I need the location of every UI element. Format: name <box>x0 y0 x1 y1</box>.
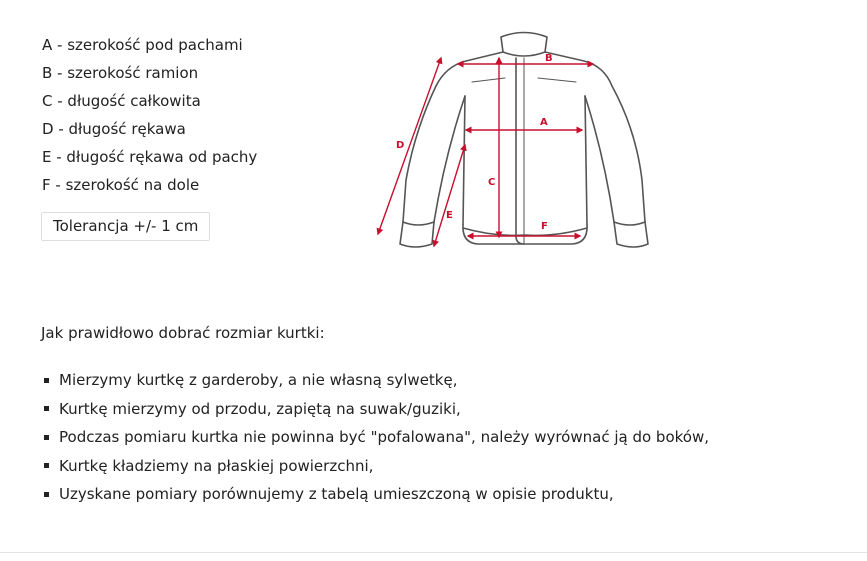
measurement-legend <box>42 31 257 199</box>
tips-list <box>44 366 709 509</box>
list-item <box>44 480 709 509</box>
label-b: B <box>545 53 553 64</box>
list-item <box>44 395 709 424</box>
list-item <box>44 366 709 395</box>
bullet-icon <box>44 463 49 468</box>
divider <box>0 552 867 553</box>
tip-text: Podczas pomiaru kurtka nie powinna być "pofalowana", należy wyrównać ją do boków, <box>59 428 709 446</box>
howto-title: Jak prawidłowo dobrać rozmiar kurtki: <box>41 324 325 342</box>
measure-line-d <box>378 58 441 234</box>
jacket-measurement-icon <box>370 24 660 254</box>
tip-text: Kurtkę mierzymy od przodu, zapiętą na suwak/guziki, <box>59 399 461 418</box>
tip-text: Mierzymy kurtkę z garderoby, a nie własną sylwetkę, <box>59 371 458 389</box>
tip-text: Kurtkę kładziemy na płaskiej powierzchni, <box>59 456 374 475</box>
label-f: F <box>541 221 548 232</box>
list-item <box>44 423 709 452</box>
bullet-icon <box>44 492 49 497</box>
legend-item-a: A - szerokość pod pachami <box>42 36 243 54</box>
label-e: E <box>446 210 453 221</box>
label-a: A <box>540 117 548 128</box>
bullet-icon <box>44 378 49 383</box>
legend-item-d: D - długość rękawa <box>42 120 186 138</box>
legend-item-b: B - szerokość ramion <box>42 64 199 82</box>
label-c: C <box>488 177 496 188</box>
measurement-lines <box>378 58 593 246</box>
label-d: D <box>396 140 405 151</box>
legend-item-c: C - długość całkowita <box>42 92 201 110</box>
tolerance-badge: Tolerancja +/- 1 cm <box>41 212 210 241</box>
bullet-icon <box>44 406 49 411</box>
legend-item-f: F - szerokość na dole <box>42 176 200 194</box>
legend-item-e: E - długość rękawa od pachy <box>42 148 258 166</box>
list-item <box>44 452 709 481</box>
bullet-icon <box>44 435 49 440</box>
tip-text: Uzyskane pomiary porównujemy z tabelą umieszczoną w opisie produktu, <box>59 485 614 503</box>
